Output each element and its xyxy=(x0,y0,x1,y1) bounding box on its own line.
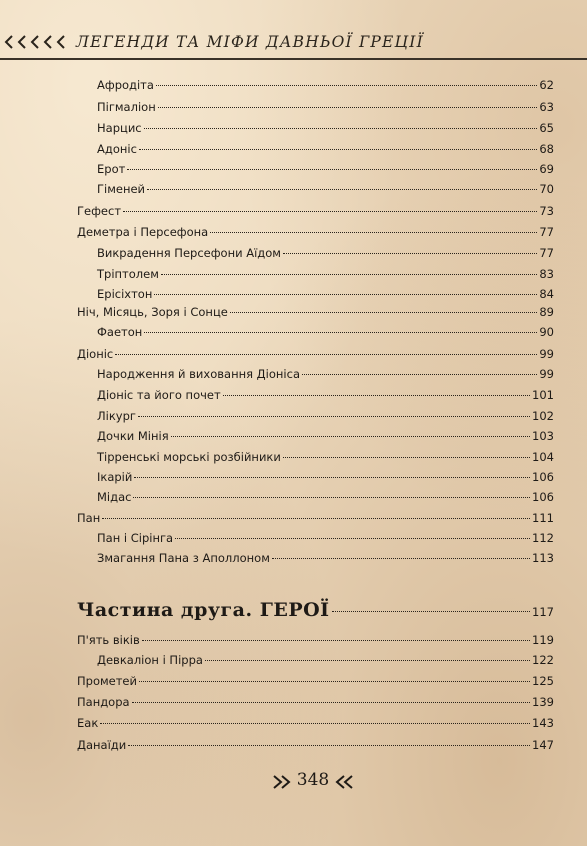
toc-page-number: 119 xyxy=(532,633,554,647)
dot-leader xyxy=(272,558,530,559)
toc-entry xyxy=(97,408,554,424)
toc-entry-title: Фаетон xyxy=(97,325,143,339)
toc-entry-title: Мідас xyxy=(97,490,132,504)
toc-page-number: 84 xyxy=(539,287,554,301)
dot-leader xyxy=(332,611,531,612)
toc-page-number: 111 xyxy=(532,511,554,525)
toc-page-number: 147 xyxy=(532,738,554,752)
toc-entry xyxy=(77,632,554,648)
dot-leader xyxy=(144,332,537,333)
toc-entry xyxy=(97,286,554,302)
toc-page-number: 139 xyxy=(532,695,554,709)
toc-entry-title: Викрадення Персефони Аїдом xyxy=(97,246,281,260)
toc-page-number: 89 xyxy=(539,305,554,319)
toc-entry xyxy=(97,266,554,282)
toc-entry-title: Лікург xyxy=(97,409,136,423)
toc-page-number: 125 xyxy=(532,674,554,688)
dot-leader xyxy=(102,518,530,519)
toc-entry xyxy=(97,77,554,93)
toc-entry xyxy=(97,449,554,465)
dot-leader xyxy=(171,436,530,437)
toc-entry-title: Ерот xyxy=(97,162,126,176)
dot-leader xyxy=(139,149,537,150)
toc-page-number: 70 xyxy=(539,182,554,196)
toc-page-number: 112 xyxy=(532,531,554,545)
dot-leader xyxy=(134,477,530,478)
toc-entry xyxy=(97,428,554,444)
dot-leader xyxy=(139,681,530,682)
toc-page-number: 65 xyxy=(539,121,554,135)
toc-page-number: 68 xyxy=(539,142,554,156)
dot-leader xyxy=(223,395,530,396)
toc-page-number: 106 xyxy=(532,490,554,504)
toc-entry-title: Афродіта xyxy=(97,78,154,92)
dot-leader xyxy=(147,189,537,190)
toc-entry xyxy=(77,737,554,753)
toc-entry-title: Пандора xyxy=(77,695,130,709)
toc-entry xyxy=(97,387,554,403)
toc-entry-title: Змагання Пана з Аполлоном xyxy=(97,551,270,565)
toc-page-number: 117 xyxy=(532,605,554,619)
toc-entry-title: Народження й виховання Діоніса xyxy=(97,367,300,381)
toc-page-number: 102 xyxy=(532,409,554,423)
toc-entry xyxy=(77,694,554,710)
dot-leader xyxy=(230,312,538,313)
toc-entry-title: Діоніс xyxy=(77,347,114,361)
dot-leader xyxy=(142,640,530,641)
toc-entry-title: Деметра і Персефона xyxy=(77,225,209,239)
toc-entry-title: Адоніс xyxy=(97,142,137,156)
dot-leader xyxy=(115,354,537,355)
dot-leader xyxy=(138,416,530,417)
dot-leader xyxy=(144,128,538,129)
toc-entry-title: Частина друга. ГЕРОЇ xyxy=(77,599,330,621)
toc-entry-title: Пан і Сірінга xyxy=(97,531,174,545)
toc-page-number: 99 xyxy=(539,347,554,361)
toc-page-number: 101 xyxy=(532,388,554,402)
toc-entry-title: Дочки Мінія xyxy=(97,429,169,443)
toc-entry-title: Еак xyxy=(77,716,99,730)
dot-leader xyxy=(156,85,537,86)
toc-entry xyxy=(97,550,554,566)
toc-entry-title: Нарцис xyxy=(97,121,142,135)
toc-page-number: 122 xyxy=(532,653,554,667)
toc-page-number: 104 xyxy=(532,450,554,464)
toc-page-number: 103 xyxy=(532,429,554,443)
toc-entry-title: П'ять віків xyxy=(77,633,140,647)
toc-entry xyxy=(97,120,554,136)
toc-page-number: 113 xyxy=(532,551,554,565)
dot-leader xyxy=(133,497,530,498)
toc-entry xyxy=(77,673,554,689)
page-footer xyxy=(0,766,587,796)
dot-leader xyxy=(123,211,537,212)
toc-page-number: 83 xyxy=(539,267,554,281)
toc-entry xyxy=(97,245,554,261)
toc-entry xyxy=(77,224,554,240)
toc-entry-title: Ерісіхтон xyxy=(97,287,153,301)
dot-leader xyxy=(154,294,537,295)
toc-entry-title: Пан xyxy=(77,511,101,525)
toc-part-heading xyxy=(77,598,554,622)
toc-entry xyxy=(77,715,554,731)
toc-entry xyxy=(97,652,554,668)
toc-page-number: 69 xyxy=(539,162,554,176)
toc-entry xyxy=(97,366,554,382)
dot-leader xyxy=(100,723,530,724)
toc-entry-title: Пігмаліон xyxy=(97,100,156,114)
running-header-title: ЛЕГЕНДИ ТА МІФИ ДАВНЬОЇ ГРЕЦІЇ xyxy=(76,33,424,51)
header-divider xyxy=(0,58,587,60)
toc-entry xyxy=(97,141,554,157)
toc-entry-title: Данаїди xyxy=(77,738,127,752)
toc-entry-title: Гефест xyxy=(77,204,122,218)
toc-entry xyxy=(97,530,554,546)
toc-page-number: 90 xyxy=(539,325,554,339)
dot-leader xyxy=(302,374,537,375)
toc-entry xyxy=(77,346,554,362)
dot-leader xyxy=(132,702,530,703)
dot-leader xyxy=(205,660,530,661)
toc-page-number: 77 xyxy=(539,246,554,260)
toc-entry xyxy=(97,99,554,115)
dot-leader xyxy=(175,538,530,539)
toc-entry xyxy=(77,510,554,526)
toc-entry xyxy=(97,181,554,197)
toc-entry-title: Тірренські морські розбійники xyxy=(97,450,281,464)
dot-leader xyxy=(128,745,530,746)
dot-leader xyxy=(283,253,537,254)
toc-entry-title: Девкаліон і Пірра xyxy=(97,653,203,667)
toc-entry xyxy=(97,489,554,505)
dot-leader xyxy=(127,169,537,170)
dot-leader xyxy=(283,457,530,458)
toc-entry-title: Гіменей xyxy=(97,182,146,196)
toc-entry-title: Ікарій xyxy=(97,470,133,484)
toc-page-number: 77 xyxy=(539,225,554,239)
chevron-left-icon xyxy=(330,774,356,790)
toc-page-number: 143 xyxy=(532,716,554,730)
toc-entry xyxy=(97,469,554,485)
toc-page-number: 62 xyxy=(539,78,554,92)
toc-entry-title: Ніч, Місяць, Зоря і Сонце xyxy=(77,305,228,319)
page-number: 348 xyxy=(296,770,330,790)
toc-entry-title: Діоніс та його почет xyxy=(97,388,221,402)
chevron-right-icon xyxy=(270,774,296,790)
chevron-row-icon xyxy=(2,34,68,50)
toc-entry xyxy=(97,161,554,177)
page-header xyxy=(0,30,587,60)
dot-leader xyxy=(161,274,537,275)
toc-entry-title: Тріптолем xyxy=(97,267,159,281)
toc-entry xyxy=(97,324,554,340)
dot-leader xyxy=(158,107,538,108)
dot-leader xyxy=(210,232,537,233)
toc-page-number: 99 xyxy=(539,367,554,381)
toc-entry xyxy=(77,203,554,219)
toc-page-number: 63 xyxy=(539,100,554,114)
toc-entry-title: Прометей xyxy=(77,674,137,688)
toc-entry xyxy=(77,304,554,320)
toc-page-number: 73 xyxy=(539,204,554,218)
toc-page-number: 106 xyxy=(532,470,554,484)
